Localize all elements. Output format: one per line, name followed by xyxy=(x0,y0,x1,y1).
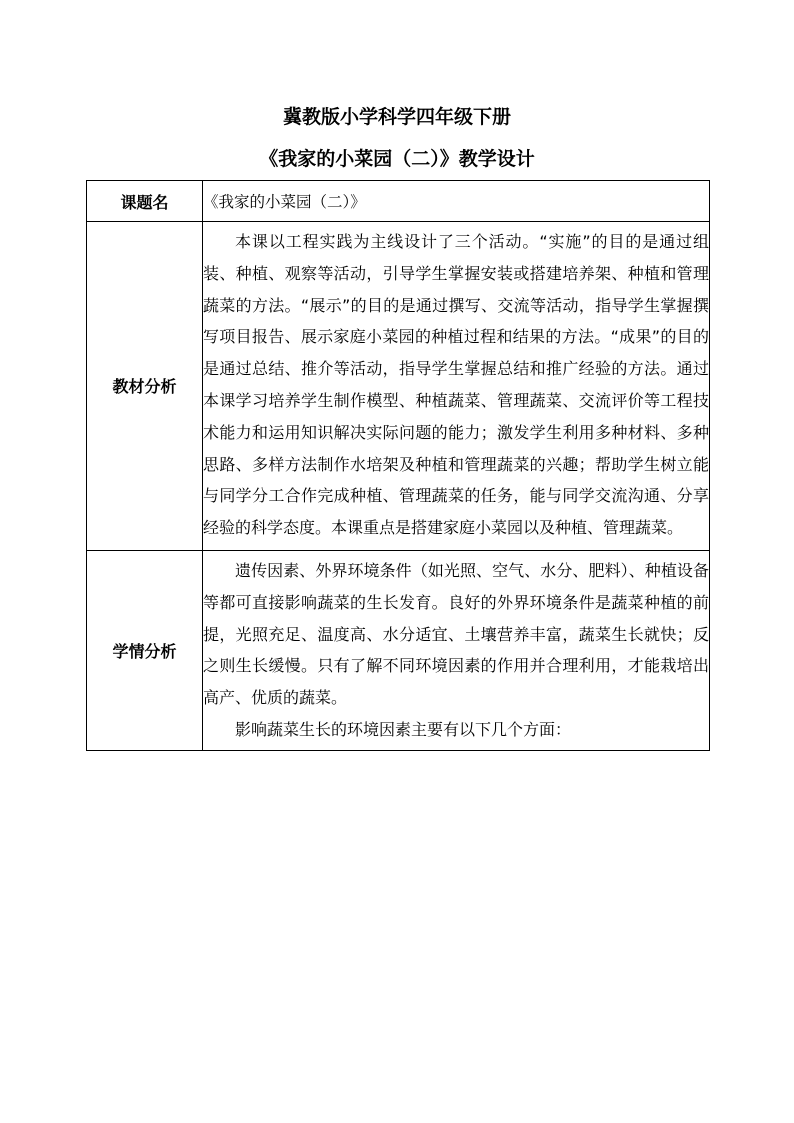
row-label-student-analysis: 学情分析 xyxy=(87,550,203,750)
document-title: 冀教版小学科学四年级下册 xyxy=(282,106,511,128)
material-analysis-paragraph: 本课以工程实践为主线设计了三个活动。“实施”的目的是通过组装、种植、观察等活动，引导学生掌握安装或搭建培养架、种植和管理蔬菜的方法。“展示”的目的是通过撰写、交流等活动，指导学生掌握撰写项目报告、展示家庭小菜园的种植过程和结果的方法。“成果”的目的是通过总结、推介等活动，指导学生掌握总结和推广经验的方法。通过本课学习培养学生制作模型、种植蔬菜、管理蔬菜、交流评价等工程技术能力和运用知识解决实际问题的能力；激发学生利用多种材料、多种思路、多样方法制作水培架及种植和管理蔬菜的兴趣；帮助学生树立能与同学分工合作完成种植、管理蔬菜的任务，能与同学交流沟通、分享经验的科学态度。本课重点是搭建家庭小菜园以及种植、管理蔬菜。 xyxy=(203,232,709,538)
document-subtitle: 《我家的小菜园（二）》教学设计 xyxy=(259,148,535,170)
row-label-topic: 课题名 xyxy=(87,181,203,222)
student-analysis-paragraph: 影响蔬菜生长的环境因素主要有以下几个方面： xyxy=(235,719,572,739)
student-analysis-cell xyxy=(203,550,710,750)
row-label-material-analysis: 教材分析 xyxy=(87,222,203,551)
lesson-plan-table xyxy=(86,180,710,751)
table-row xyxy=(87,181,710,222)
table-row xyxy=(87,550,710,750)
table-row xyxy=(87,222,710,551)
student-analysis-paragraph: 遗传因素、外界环境条件（如光照、空气、水分、肥料）、种植设备等都可直接影响蔬菜的生长发育。良好的外界环境条件是蔬菜种植的前提，光照充足、温度高、水分适宜、土壤营养丰富，蔬菜生长就快；反之则生长缓慢。只有了解不同环境因素的作用并合理利用，才能栽培出高产、优质的蔬菜。 xyxy=(203,560,709,708)
topic-value: 《我家的小菜园（二）》 xyxy=(203,181,710,222)
material-analysis-cell xyxy=(203,222,710,551)
